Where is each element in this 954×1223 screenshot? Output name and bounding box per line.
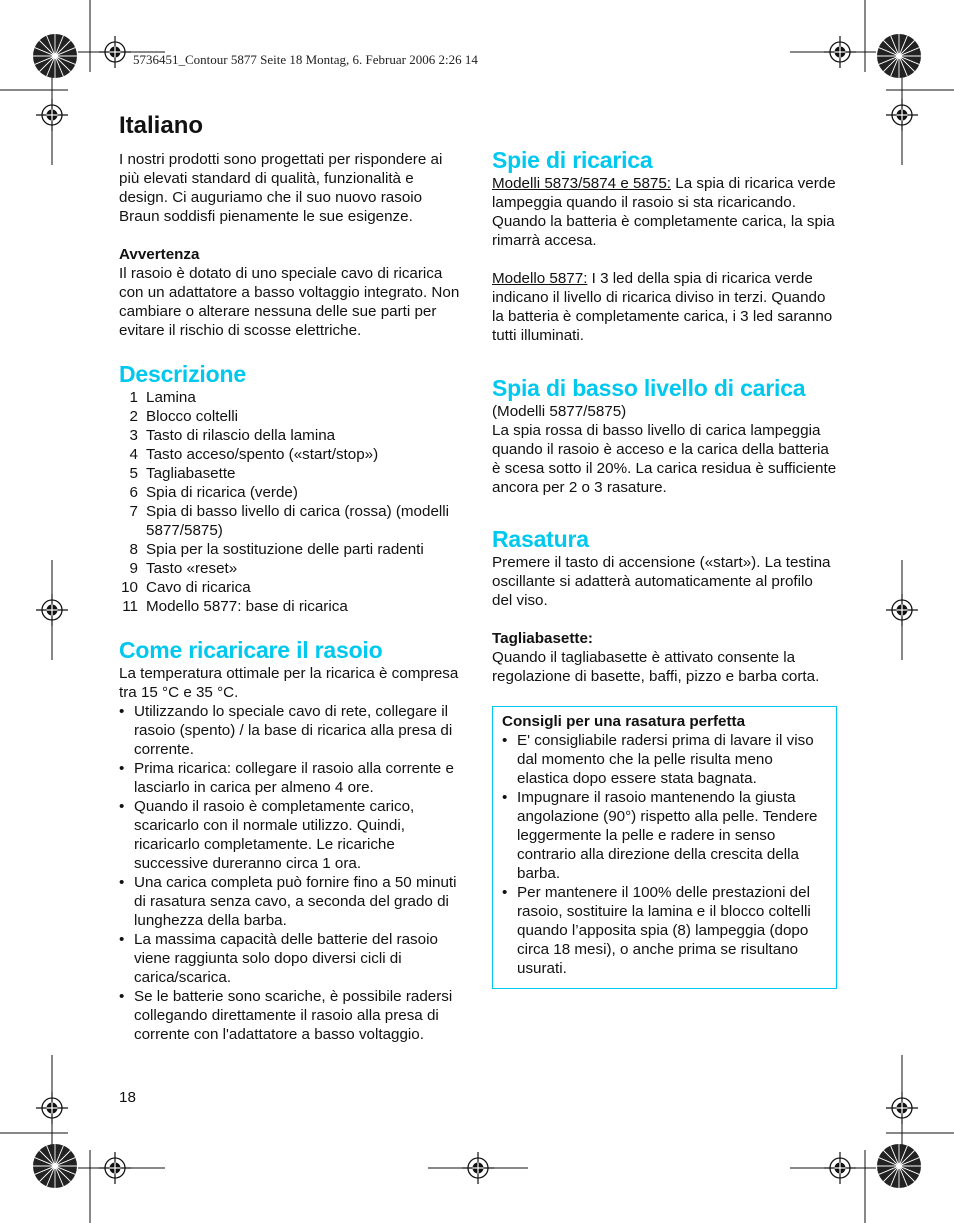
charging-intro: La temperatura ottimale per la ricarica è compresa tra 15 °C e 35 °C.: [119, 665, 459, 701]
list-item: • La massima capacità delle batterie del rasoio viene raggiunta solo dopo diversi cicli di carica/scarica.: [119, 930, 464, 987]
section-title-basso: Spia di basso livello di carica: [492, 375, 806, 401]
spie-paragraph-2: Modello 5877: I 3 led della spia di ricarica verde indicano il livello di ricarica diviso in terzi. Quando la batteria è completamente carica, i 3 led saranno tutti illuminati.: [492, 270, 833, 344]
section-title-rasatura: Rasatura: [492, 526, 589, 552]
list-item: 5 Tagliabasette: [129, 465, 236, 482]
tagliabasette-title: Tagliabasette:: [492, 630, 593, 647]
list-item: • Utilizzando lo speciale cavo di rete, collegare il rasoio (spento) / la base di ricarica alla presa di corrente.: [119, 702, 464, 759]
basso-models: (Modelli 5877/5875): [492, 403, 627, 420]
list-item: 4 Tasto acceso/spento («start/stop»): [129, 446, 379, 463]
section-title-spie: Spie di ricarica: [492, 147, 653, 173]
section-title-ricaricare: Come ricaricare il rasoio: [119, 637, 383, 663]
list-item: 9 Tasto «reset»: [129, 560, 238, 577]
list-item: • Prima ricarica: collegare il rasoio alla corrente e lasciarlo in carica per almeno 4 ore.: [119, 759, 464, 797]
tips-title: Consigli per una rasatura perfetta: [502, 713, 746, 730]
model-label: Modello 5877:: [492, 270, 588, 287]
list-item: 7 Spia di basso livello di carica (rossa) (modelli 5877/5875): [129, 503, 450, 539]
language-title: Italiano: [119, 112, 204, 139]
warning-text: Il rasoio è dotato di uno speciale cavo di ricarica con un adattatore a basso voltaggio integrato. Non cambiare o alterare nessuna delle sue parti per evitare il rischio di scosse elettriche.: [119, 265, 460, 339]
list-item: 8 Spia per la sostituzione delle parti radenti: [129, 541, 424, 558]
warning-title: Avvertenza: [119, 246, 200, 263]
rasatura-text: Premere il tasto di accensione («start»). La testina oscillante si adatterà automaticamente al profilo del viso.: [492, 554, 831, 609]
list-item: • Quando il rasoio è completamente carico, scaricarlo con il normale utilizzo. Quindi, ricaricarlo completamente. Le ricariche successive dureranno circa 1 ora.: [119, 797, 464, 873]
tips-bullets: [502, 731, 827, 978]
left-column: [119, 150, 464, 1044]
list-item: 10 Cavo di ricarica: [121, 579, 251, 596]
list-item: • Per mantenere il 100% delle prestazioni del rasoio, sostituire la lamina e il blocco coltelli quando l’apposita spia (8) lampeggia (dopo circa 18 mesi), o anche prima se risultano usurati.: [502, 883, 827, 978]
tagliabasette-text: Quando il tagliabasette è attivato consente la regolazione di basette, baffi, pizzo e barba corta.: [492, 649, 820, 685]
right-column: [492, 146, 837, 989]
basso-text: La spia rossa di basso livello di carica lampeggia quando il rasoio è acceso e la carica della batteria è scesa sotto il 20%. La carica residua è sufficiente ancora per 2 o 3 rasature.: [492, 422, 837, 496]
list-item: • Una carica completa può fornire fino a 50 minuti di rasatura senza cavo, a seconda del grado di lunghezza della barba.: [119, 873, 464, 930]
spie-paragraph-1: Modelli 5873/5874 e 5875: La spia di ricarica verde lampeggia quando il rasoio si sta ricaricando. Quando la batteria è completamente carica, la spia rimarrà accesa.: [492, 175, 836, 249]
list-item: 3 Tasto di rilascio della lamina: [129, 427, 336, 444]
list-item: • E' consigliabile radersi prima di lavare il viso dal momento che la pelle risulta meno elastica dopo essere stata bagnata.: [502, 731, 827, 788]
model-label: Modelli 5873/5874 e 5875:: [492, 175, 672, 192]
page-number: 18: [119, 1089, 136, 1106]
parts-list: [119, 388, 464, 616]
intro-text: I nostri prodotti sono progettati per rispondere ai più elevati standard di qualità, funzionalità e design. Ci auguriamo che il suo nuovo rasoio Braun soddisfi pienamente le sue esigenze.: [119, 151, 443, 225]
section-title-descrizione: Descrizione: [119, 361, 246, 387]
list-item: 6 Spia di ricarica (verde): [129, 484, 298, 501]
list-item: 2 Blocco coltelli: [129, 408, 239, 425]
tips-box: [492, 706, 837, 989]
list-item: 1 Lamina: [129, 389, 196, 406]
charging-bullets: [119, 702, 464, 1044]
list-item: 11 Modello 5877: base di ricarica: [122, 598, 348, 615]
list-item: • Impugnare il rasoio mantenendo la giusta angolazione (90°) rispetto alla pelle. Tendere leggermente la pelle e radere in senso contrario alla direzione della crescita della barba.: [502, 788, 827, 883]
list-item: • Se le batterie sono scariche, è possibile radersi collegando direttamente il rasoio alla presa di corrente con l'adattatore a basso voltaggio.: [119, 987, 464, 1044]
print-header: 5736451_Contour 5877 Seite 18 Montag, 6. Februar 2006 2:26 14: [133, 52, 478, 67]
